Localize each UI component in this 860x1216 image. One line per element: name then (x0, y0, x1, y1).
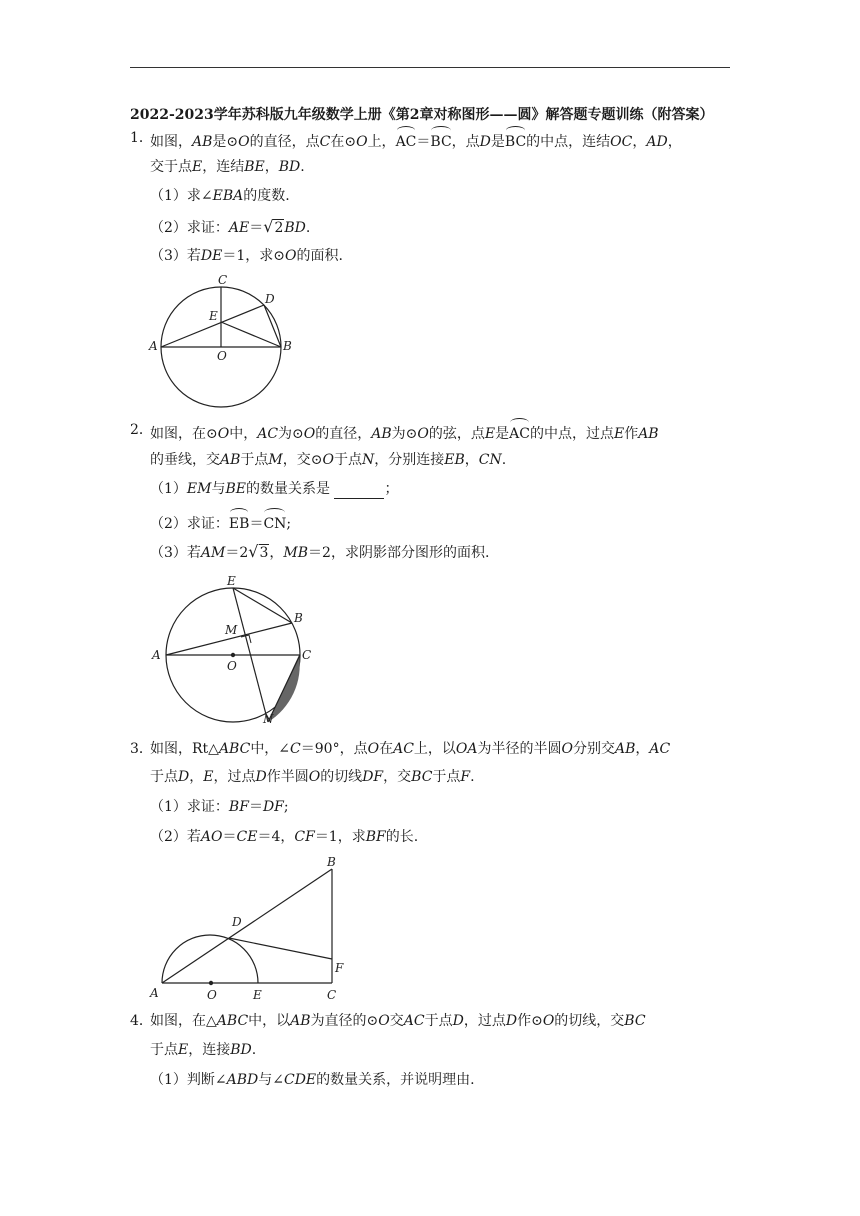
point-label: B (294, 611, 303, 625)
sub-question-1: （1）EM与BE的数量关系是 ； (150, 481, 399, 497)
question-text-line: 的垂线，交AB于点M，交⊙O于点N，分别连接EB，CN. (150, 452, 507, 468)
question-number: 4． (130, 1013, 153, 1029)
point-label: E (209, 309, 218, 323)
point-label: C (218, 273, 228, 287)
point-label: C (327, 988, 337, 1002)
question-text-line: 于点D，E，过点D作半圆O的切线DF，交BC于点F. (150, 769, 475, 785)
point-label: E (227, 574, 236, 588)
arc-notation: BC (505, 128, 526, 152)
question-text-line: 如图，Rt△ABC中，∠C＝90°，点O在AC上，以OA为半径的半圆O分别交AB，AC (150, 741, 671, 757)
sub-question-1: （1）判断∠ABD与∠CDE的数量关系，并说明理由. (150, 1072, 475, 1088)
sub-question-2: （2）求证：AE＝√2BD. (150, 217, 311, 236)
point-label: O (217, 349, 227, 363)
point-label: O (207, 988, 217, 1002)
question-text-line: 于点E，连接BD. (150, 1042, 257, 1058)
point-label: D (232, 915, 242, 929)
figure-3-semicircle (145, 852, 355, 1002)
point-label: M (225, 623, 238, 637)
arc-notation: CN (263, 510, 286, 534)
figure-2-circle (145, 570, 325, 730)
point-label: A (149, 339, 158, 353)
sub-question-2: （2）求证：EB＝CN; (150, 510, 291, 534)
point-label: A (152, 648, 161, 662)
point-label: C (302, 648, 312, 662)
point-label: B (283, 339, 292, 353)
point-label: N (263, 712, 274, 726)
arc-notation: AC (509, 420, 530, 444)
answer-blank[interactable] (334, 484, 384, 499)
question-number: 2． (130, 422, 153, 438)
question-text-line: 如图，在⊙O中，AC为⊙O的直径，AB为⊙O的弦，点E是AC的中点，过点E作AB (150, 420, 659, 444)
sub-question-1: （1）求证：BF＝DF; (150, 799, 289, 815)
question-number: 1． (130, 130, 153, 146)
point-label: D (265, 292, 275, 306)
figure-1-circle (140, 270, 310, 410)
arc-notation: EB (229, 510, 250, 534)
question-text-line: 如图，AB是⊙O的直径，点C在⊙O上，AC＝BC，点D是BC的中点，连结OC，AD， (150, 128, 682, 152)
document-title: 2022-2023学年苏科版九年级数学上册《第2章对称图形——圆》解答题专题训练（附答案） (130, 107, 714, 123)
sub-question-2: （2）若AO＝CE＝4，CF＝1，求BF的长. (150, 829, 419, 845)
sub-question-3: （3）若AM＝2√3，MB＝2，求阴影部分图形的面积. (150, 542, 490, 561)
point-label: A (150, 986, 159, 1000)
question-text-line: 如图，在△ABC中，以AB为直径的⊙O交AC于点D，过点D作⊙O的切线，交BC (150, 1013, 646, 1029)
arc-notation: AC (396, 128, 417, 152)
point-label: F (335, 961, 344, 975)
question-text-line: 交于点E，连结BE，BD. (150, 159, 305, 175)
point-label: O (227, 659, 237, 673)
sub-question-1: （1）求∠EBA的度数. (150, 188, 290, 204)
header-rule (130, 67, 730, 68)
sub-question-3: （3）若DE＝1，求⊙O的面积. (150, 248, 343, 264)
point-label: B (327, 855, 336, 869)
point-label: E (253, 988, 262, 1002)
question-number: 3． (130, 741, 153, 757)
arc-notation: BC (430, 128, 451, 152)
